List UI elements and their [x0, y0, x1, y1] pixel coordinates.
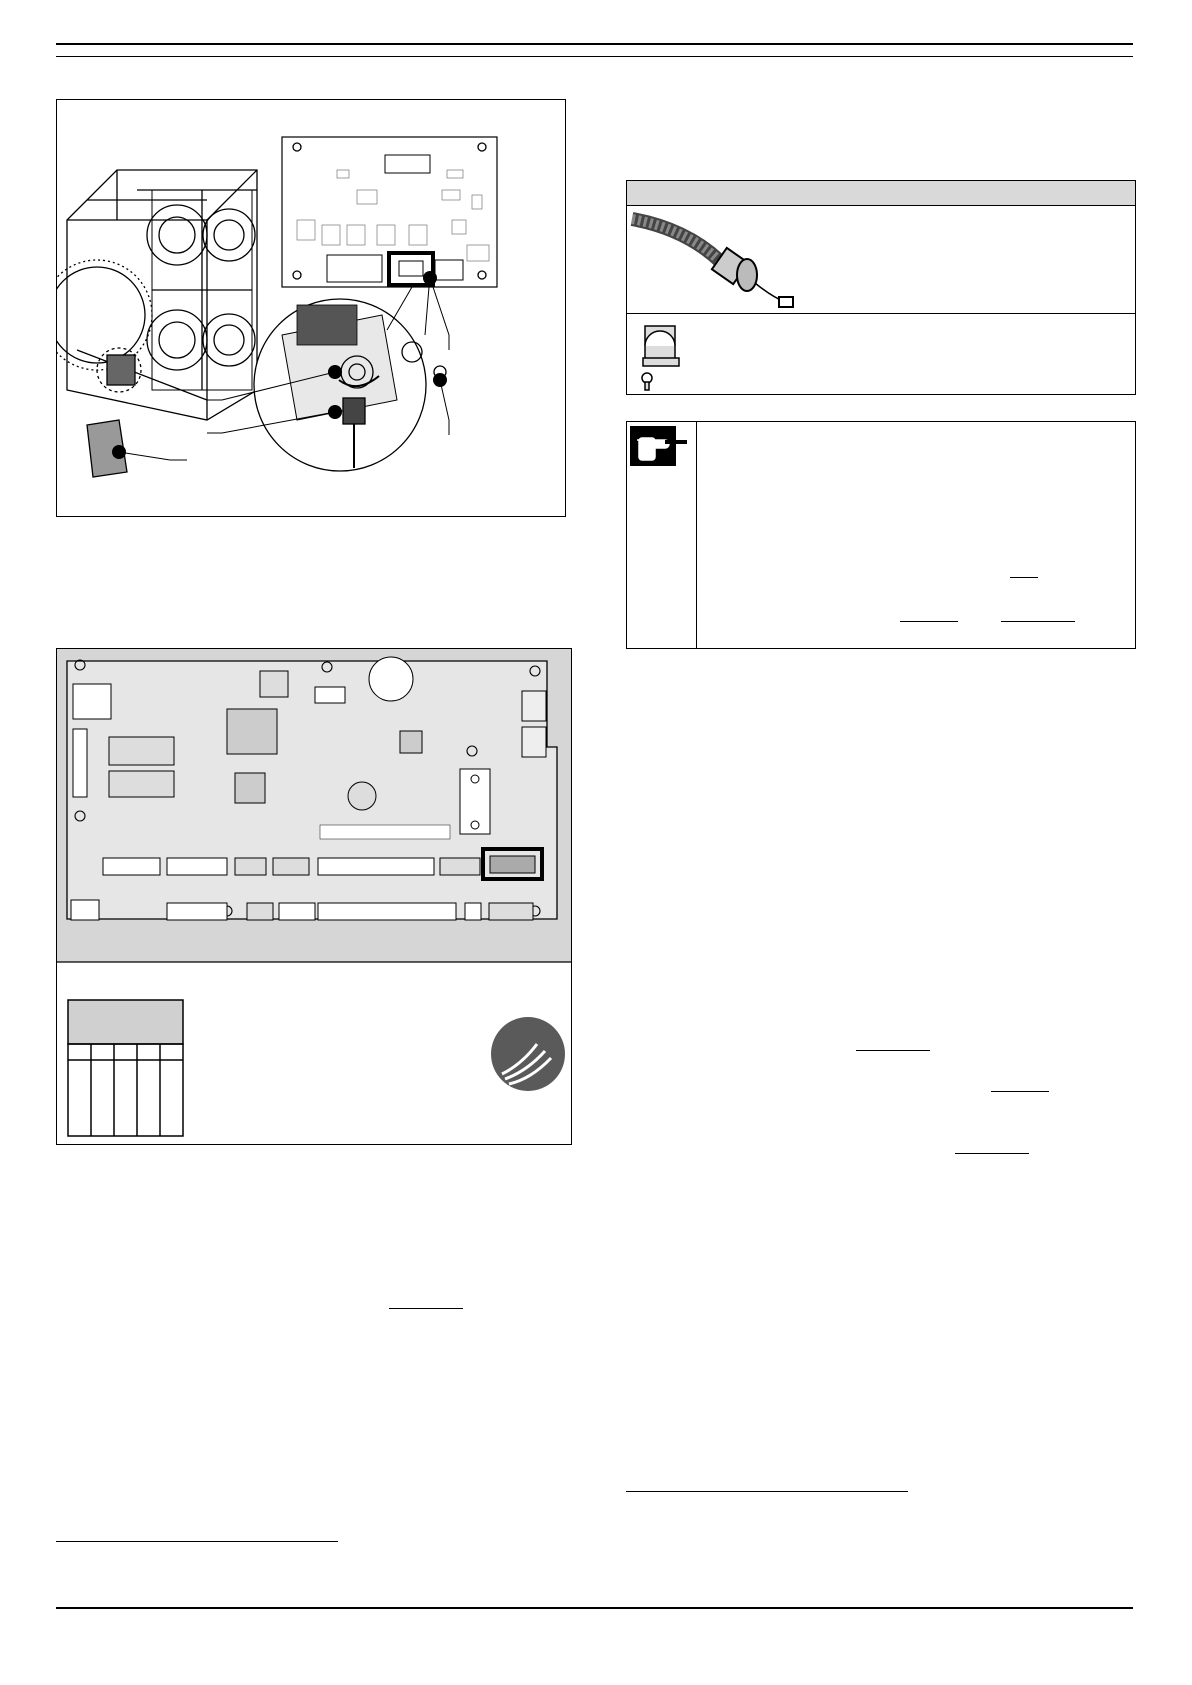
- link-underline: [389, 1308, 463, 1309]
- figure-unit-installation: [56, 99, 566, 517]
- pointing-hand-icon: [627, 422, 697, 472]
- note-box: [626, 421, 1136, 649]
- controller-board-drawing: [57, 649, 571, 1144]
- parts-table: [626, 180, 1136, 395]
- footnote-separator: [56, 1541, 338, 1542]
- link-underline: [991, 1091, 1049, 1092]
- figure-controller-board: [56, 648, 572, 1145]
- parts-table-header: [627, 181, 1135, 206]
- footnote-separator: [626, 1491, 908, 1492]
- header-rule-bottom: [56, 56, 1133, 57]
- link-underline: [955, 1153, 1029, 1154]
- cable-clamp-icon: [627, 314, 707, 394]
- footer-rule: [56, 1607, 1133, 1609]
- link-underline: [900, 621, 958, 622]
- note-sidebar: [627, 422, 697, 648]
- link-underline: [1010, 577, 1038, 578]
- link-underline: [856, 1050, 930, 1051]
- cable-wires-icon: [491, 1017, 565, 1091]
- parts-table-row-cable-gland: [627, 205, 1135, 314]
- link-underline: [1001, 621, 1075, 622]
- unit-installation-drawing: [57, 100, 565, 516]
- parts-table-row-cable-clamp: [627, 314, 1135, 394]
- cable-gland-icon: [627, 205, 827, 313]
- header-rule-top: [56, 43, 1133, 45]
